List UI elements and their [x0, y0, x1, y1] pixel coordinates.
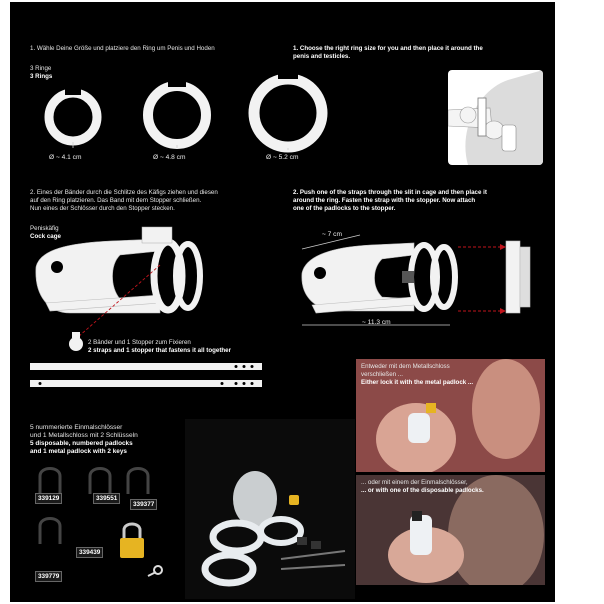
padlock-tag-1: 339129	[35, 495, 62, 502]
ring-placement-diagram	[448, 70, 543, 165]
cage-width-label: ~ 7 cm	[322, 231, 342, 238]
disposable-padlock-text-en: ... or with one of the disposable padlocks.	[361, 487, 484, 494]
cage-right	[302, 241, 530, 313]
metal-padlock-text-de: Entweder mit dem Metallschloss verschließen ...	[361, 363, 450, 378]
ring-size-small: Ø ~ 4.1 cm	[49, 154, 82, 161]
ring-small	[49, 93, 97, 141]
cage-label-en: Cock cage	[30, 233, 61, 240]
ring-size-large: Ø ~ 5.2 cm	[266, 154, 299, 161]
rings-label-de: 3 Ringe	[30, 65, 52, 72]
disposable-padlock-photo	[356, 475, 545, 585]
ring-medium	[148, 86, 206, 144]
padlock-tag-3: 339377	[130, 501, 157, 508]
cage-label-de: Peniskäfig	[30, 225, 59, 232]
product-photo	[185, 419, 355, 599]
cage-length-label: ~ 11.3 cm	[362, 319, 391, 326]
metal-padlock-photo	[356, 359, 545, 472]
straps-text-de: 2 Bänder und 1 Stopper zum Fixieren	[88, 339, 191, 346]
padlock-tag-2: 339551	[93, 495, 120, 502]
step1-text-de: 1. Wähle Deine Größe und platziere den Ring um Penis und Hoden	[30, 45, 215, 52]
rings-label-en: 3 Rings	[30, 73, 53, 80]
disposable-padlock-text-de: ... oder mit einem der Einmalschlösser,	[361, 479, 468, 486]
padlocks-text-en: 5 disposable, numbered padlocks and 1 metal padlock with 2 keys	[30, 440, 133, 455]
instruction-sheet	[10, 2, 555, 602]
step2-text-de: 2. Eines der Bänder durch die Schlitze des Käfigs ziehen und diesen auf den Ring platzieren. Das Band mit dem Stopper schließen. Nun eines der Schlösser durch den Stopper stecken.	[30, 189, 218, 212]
step1-text-en: 1. Choose the right ring size for you and then place it around the penis and testicles.	[293, 45, 483, 60]
metal-padlock-text-en: Either lock it with the metal padlock ...	[361, 379, 474, 386]
padlocks-text-de: 5 nummerierte Einmalschlösser und 1 Metallschloss mit 2 Schlüsseln	[30, 424, 138, 439]
straps-text-en: 2 straps and 1 stopper that fastens it all together	[88, 347, 232, 354]
step2-text-en: 2. Push one of the straps through the slit in cage and then place it around the ring. Fasten the strap with the stopper. Now attach one of the padlocks to the stopper.	[293, 189, 487, 212]
padlock-tag-4: 339439	[76, 549, 103, 556]
ring-size-medium: Ø ~ 4.8 cm	[153, 154, 186, 161]
padlock-tag-5: 339779	[35, 573, 62, 580]
ring-large	[254, 79, 322, 147]
